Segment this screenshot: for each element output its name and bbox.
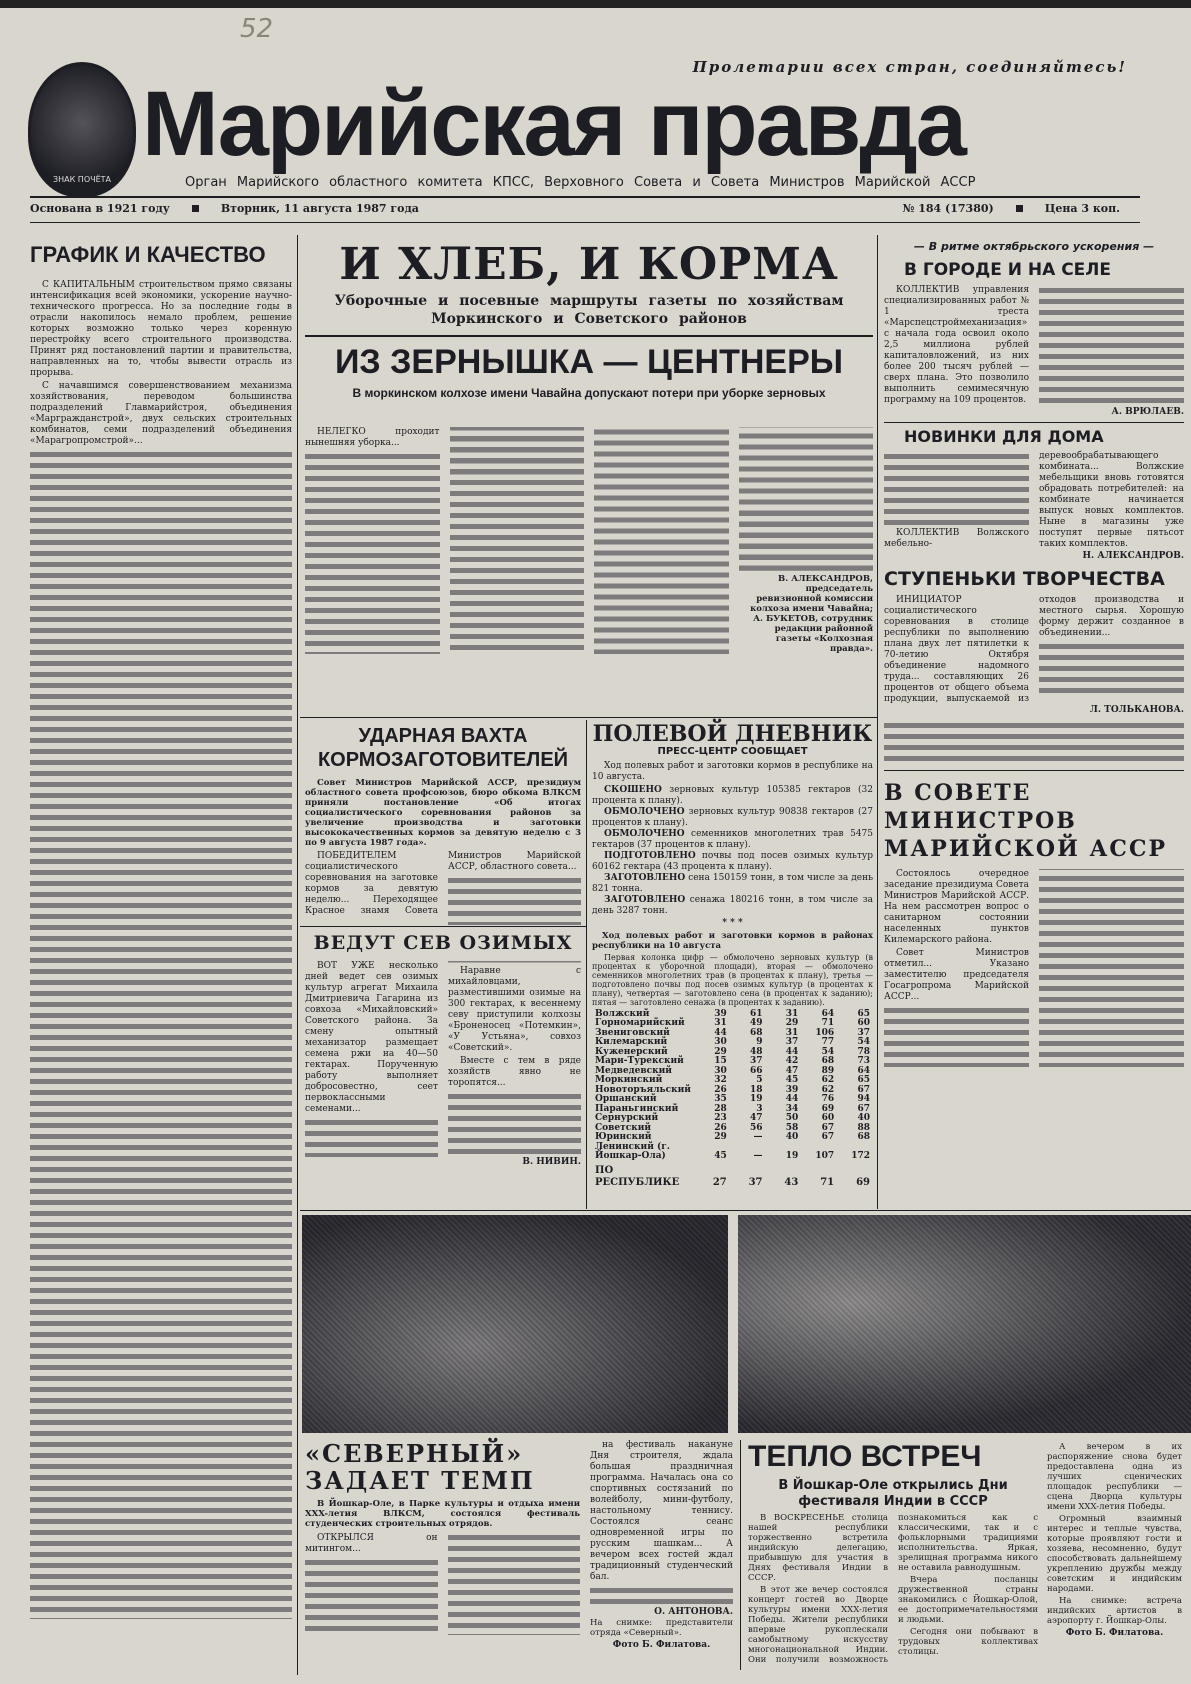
- paragraph: Вместе с тем в ряде хозяйств явно не торопятся...: [448, 1055, 581, 1088]
- lead: В Йошкар-Оле, в Парке культуры и отдыха имени XXX-летия ВЛКСМ, состоялся фестиваль студенческих строительных отрядов.: [305, 1499, 580, 1529]
- table-cell: 54: [821, 1046, 835, 1057]
- signature: Л. ТОЛЬКАНОВА.: [1089, 705, 1184, 715]
- table-cell: 3: [756, 1103, 763, 1114]
- intro: Ход полевых работ и заготовки кормов в республике на 10 августа.: [592, 761, 873, 782]
- paragraph: Сегодня они побывают в трудовых коллективах столицы.: [898, 1627, 1038, 1657]
- divider: [300, 926, 586, 927]
- table-cell: 5: [756, 1075, 763, 1085]
- table-cell: 48: [749, 1046, 763, 1057]
- table-cell: 32: [714, 1075, 727, 1085]
- subhead: В Йошкар-Оле открылись Дни фестиваля Индии в СССР: [778, 1478, 1008, 1509]
- article-headline: ИЗ ЗЕРНЫШКА — ЦЕНТНЕРЫ: [334, 342, 844, 381]
- table-cell: 67: [857, 1084, 870, 1095]
- scan-edge: [0, 0, 1191, 8]
- photo-indian-artists: [738, 1215, 1191, 1433]
- table-cell: 37: [785, 1037, 799, 1047]
- caption: На снимке: встреча индийских артистов в аэропорту г. Йошкар-Олы.: [1047, 1596, 1182, 1626]
- divider: [300, 717, 877, 718]
- table-cell: 37: [748, 1176, 763, 1188]
- signature: О. АНТОНОВА.: [654, 1607, 733, 1617]
- district-name: Новоторъяльский: [595, 1084, 691, 1095]
- district-name: Мари-Турекский: [595, 1056, 684, 1066]
- diary-item: ОБМОЛОЧЕНО зерновых культур 90838 гектаров (27 процентов к плану).: [592, 807, 873, 828]
- table-cell: 44: [785, 1094, 799, 1104]
- district-name: Моркинский: [595, 1075, 663, 1085]
- headline: ТЕПЛО ВСТРЕЧ: [748, 1440, 982, 1473]
- table-cell: 66: [749, 1065, 763, 1076]
- table-cell: 58: [785, 1122, 799, 1133]
- article-sev: [305, 931, 581, 1168]
- divider: [30, 196, 1140, 198]
- table-cell: 78: [857, 1046, 870, 1057]
- table-cell: 30: [714, 1037, 727, 1047]
- headline: В СОВЕТЕ МИНИСТРОВ МАРИЙСКОЙ АССР: [884, 780, 1167, 862]
- table-cell: 64: [821, 1008, 835, 1019]
- table-cell: 69: [856, 1176, 870, 1188]
- table-row: [592, 1143, 873, 1162]
- paragraph: Состоялось очередное заседание президиума Совета Министров Марийской АССР. На нем рассмотрен вопрос о санитарном состоянии населенных пунктов Килемарского района.: [884, 869, 1029, 945]
- paragraph: ОТКРЫЛСЯ он митингом...: [305, 1533, 438, 1554]
- signature: А. ВРЮЛАЕВ.: [1111, 407, 1184, 417]
- diary-item: ПОДГОТОВЛЕНО почвы под посев озимых культур 60162 гектара (43 процента к плану).: [592, 851, 873, 872]
- table-cell: 60: [821, 1113, 835, 1123]
- district-name: Ленинский (г. Йошкар-Ола): [595, 1141, 670, 1161]
- lead: Совет Министров Марийской АССР, президиум областного совета профсоюзов, бюро обкома ВЛКСМ приняли постановление «Об итогах социалистического соревнования районов за увеличение производства и заготовки высококачественных кормов за девятую неделю с 3 по 9 августа 1987 года».: [305, 778, 581, 848]
- headline: ГРАФИК И КАЧЕСТВО: [30, 242, 266, 267]
- body-text-lines: [30, 449, 292, 1619]
- paragraph: В этот же вечер состоялся концерт гостей во Дворце культуры имени XXX-летия Победы. Жители республики впервые рукоплескали самобытному искусству многонациональной Индии. Они получили возможность познакомиться как с классическими, так и с фольклорными традициями исполнительства. Яркая, зрелищная программа никого не оставила равнодушным.: [748, 1513, 1038, 1665]
- district-name: Советский: [595, 1122, 652, 1133]
- diary-item: ЗАГОТОВЛЕНО сена 150159 тонн, в том числе за день 821 тонна.: [592, 873, 873, 894]
- district-name: Волжский: [595, 1008, 650, 1019]
- table-cell: 47: [785, 1065, 799, 1076]
- headline: УДАРНАЯ ВАХТА КОРМОЗАГОТОВИТЕЛЕЙ: [317, 725, 569, 771]
- subtitle: Уборочные и посевные маршруты газеты по хозяйствам Моркинского и Советского районов: [334, 293, 844, 327]
- paragraph: Вчера посланцы дружественной страны знакомились с Йошкар-Олой, ее достопримечательностями и людьми.: [898, 1575, 1038, 1625]
- column-rule: [877, 235, 878, 1209]
- table-cell: —: [753, 1151, 763, 1161]
- price: Цена 3 коп.: [1044, 202, 1120, 215]
- district-name: Звениговский: [595, 1027, 670, 1038]
- paragraph: В ВОСКРЕСЕНЬЕ столица нашей республики торжественно встретила индийскую делегацию, прибывшую для участия в Днях фестиваля Индии в СССР.: [748, 1513, 888, 1583]
- table-cell: 62: [821, 1084, 835, 1095]
- table-cell: 26: [714, 1084, 727, 1095]
- paragraph: С КАПИТАЛЬНЫМ строительством прямо связаны интенсификация всей экономики, ускорение научно-технического прогресса. Но за последние годы в отрасли накопилось немало проблем, решение которых возможно только через коренную перестройку всего строительного производства. Принят ряд постановлений партии и правительства, направленных на то, чтобы вывести отрасль из прорыва.: [30, 280, 292, 378]
- table-cell: 68: [821, 1056, 835, 1066]
- paragraph: КОЛЛЕКТИВ Волжского мебельно-деревообрабатывающего комбината... Волжские мебельщики вновь готовятся обрадовать потребителей: на комбинате начинается выпуск новых комплектов. Ныне в магазины уже поступят первые пятьсот таких комплектов.: [884, 451, 1184, 549]
- article-zernyshka: [305, 427, 873, 654]
- paragraph: ИНИЦИАТОР социалистического соревнования в столице республики по выполнению плана двух лет пятилетки к 70-летию Октября объединение надомного труда... составляющих 26 процентов от общего объема продукции, выпускаемой из отходов производства и местного сырья. Хорошую форму держит созданное в объединении...: [884, 595, 1184, 704]
- table-cell: 62: [821, 1075, 835, 1085]
- table-cell: 69: [821, 1103, 835, 1114]
- signature: Н. АЛЕКСАНДРОВ.: [1082, 551, 1184, 561]
- caption: На снимке: представители отряда «Северный».: [590, 1618, 733, 1638]
- table-cell: 40: [857, 1113, 870, 1123]
- district-name: Килемарский: [595, 1037, 668, 1047]
- table-cell: 29: [785, 1018, 799, 1028]
- table-cell: 27: [712, 1176, 727, 1188]
- paragraph: ПОБЕДИТЕЛЕМ социалистического соревнования на заготовке кормов за девятую неделю... Переходящее Красное знамя Совета Министров Марийской АССР, областного совета...: [305, 851, 581, 916]
- table-cell: 44: [785, 1046, 799, 1057]
- table-cell: 106: [815, 1027, 835, 1038]
- article-india: [748, 1440, 1038, 1665]
- headline: ПОЛЕВОЙ ДНЕВНИК: [592, 721, 873, 747]
- table-cell: 67: [821, 1132, 835, 1142]
- column-rule: [297, 235, 298, 1675]
- district-name: Куженерский: [595, 1046, 668, 1057]
- district-name: Параньгинский: [595, 1103, 679, 1114]
- motto: Пролетарии всех стран, соединяйтесь!: [692, 58, 1127, 76]
- paragraph: ВОТ УЖЕ несколько дней ведет сев озимых культур агрегат Михаила Дмитриевича Гагарина из совхоза «Михайловский» Советского района. За смену опытный механизатор размещает семена ржи на 40—50 гектарах. Порученную работу выполняет добросовестно, сеет первоклассными семенами...: [305, 961, 438, 1114]
- photo-students-parade: [302, 1215, 728, 1433]
- paragraph: Наравне с михайловцами, разместившими озимые на 300 гектарах, к весеннему севу приступили колхозы «Броненосец «Потемкин», «У Устьяна», совхоз «Советский».: [448, 965, 581, 1053]
- divider: [30, 222, 1140, 223]
- headline: НОВИНКИ ДЛЯ ДОМА: [904, 427, 1104, 446]
- districts-table: [592, 1010, 873, 1189]
- district-name: Оршанский: [595, 1094, 657, 1104]
- headline: ВЕДУТ СЕВ ОЗИМЫХ: [313, 932, 573, 954]
- newspaper-title: Марийская правда: [142, 73, 965, 175]
- table-cell: 71: [821, 1018, 835, 1028]
- headline: «СЕВЕРНЫЙ» ЗАДАЕТ ТЕМП: [305, 1439, 535, 1495]
- table-cell: 39: [714, 1008, 727, 1019]
- district-name: Горномарийский: [595, 1018, 685, 1028]
- table-total-row: [592, 1162, 873, 1189]
- article-severny-cont: [590, 1440, 733, 1651]
- table-cell: 77: [821, 1037, 835, 1047]
- photo-credit: Фото Б. Филатова.: [1065, 1628, 1164, 1638]
- paragraph: Огромный взаимный интерес и теплые чувства, которые проявляют гости и хозяева, несомненно, будут способствовать дальнейшему укреплению дружбы между советским и индийским народами.: [1047, 1514, 1182, 1594]
- table-cell: 35: [714, 1094, 727, 1104]
- diary-item: СКОШЕНО зерновых культур 105385 гектаров (32 процента к плану).: [592, 785, 873, 806]
- order-emblem-icon: [28, 62, 136, 197]
- signature: В. НИВИН.: [522, 1156, 581, 1167]
- table-cell: 65: [857, 1075, 870, 1085]
- body-text-lines: [884, 720, 1184, 764]
- table-cell: 67: [821, 1122, 835, 1133]
- table-cell: 30: [714, 1065, 727, 1076]
- district-name: ПО РЕСПУБЛИКЕ: [595, 1164, 680, 1188]
- table-cell: 18: [749, 1084, 763, 1095]
- diary-item: ОБМОЛОЧЕНО семенников многолетних трав 5475 гектаров (37 процентов к плану).: [592, 829, 873, 850]
- table-cell: 61: [749, 1008, 763, 1019]
- table-cell: 28: [714, 1103, 727, 1114]
- table-cell: 39: [785, 1084, 799, 1095]
- kicker: — В ритме октябрьского ускорения —: [913, 240, 1155, 253]
- separator-stars: * * *: [722, 918, 743, 928]
- headline: СТУПЕНЬКИ ТВОРЧЕСТВА: [884, 568, 1165, 590]
- table-cell: 88: [857, 1122, 870, 1133]
- table-cell: 45: [785, 1075, 799, 1085]
- table-cell: 29: [714, 1046, 727, 1057]
- table-cell: 67: [857, 1103, 870, 1114]
- right-column: [884, 240, 1184, 1067]
- paragraph: КОЛЛЕКТИВ управления специализированных работ № 1 треста «Марспецстроймеханизация» с начала года освоил около 2,5 миллиона рублей капиталовложений, из них более 200 тысяч рублей — сверх плана. Это позволило выполнить семимесячную программу на 109 процентов.: [884, 285, 1029, 405]
- photo-credit: Фото Б. Филатова.: [612, 1640, 711, 1650]
- issue-date: Вторник, 11 августа 1987 года: [220, 202, 419, 215]
- table-cell: 19: [785, 1151, 799, 1161]
- table-cell: 107: [815, 1151, 835, 1161]
- diary-item: ЗАГОТОВЛЕНО сенажа 180216 тонн, в том числе за день 3287 тонн.: [592, 895, 873, 916]
- table-cell: 68: [857, 1132, 870, 1142]
- table-cell: 76: [821, 1094, 835, 1104]
- table-cell: 73: [857, 1056, 870, 1066]
- table-cell: 9: [756, 1037, 763, 1047]
- table-cell: 34: [785, 1103, 799, 1114]
- table-cell: 37: [857, 1027, 870, 1038]
- table-cell: 23: [714, 1113, 727, 1123]
- article-grafik: [30, 240, 292, 1619]
- table-cell: 29: [714, 1132, 727, 1142]
- table-cell: 172: [851, 1151, 870, 1161]
- table-title: Ход полевых работ и заготовки кормов в районах республики на 10 августа: [592, 930, 873, 951]
- table-cell: 47: [749, 1113, 763, 1123]
- table-cell: 31: [714, 1018, 727, 1028]
- headline: В ГОРОДЕ И НА СЕЛЕ: [904, 260, 1112, 280]
- table-cell: 31: [785, 1027, 799, 1038]
- article-india-cont: [1047, 1442, 1182, 1639]
- table-cell: 68: [749, 1027, 763, 1038]
- paragraph: А вечером в их распоряжение снова будет предоставлена одна из лучших сценических площадок республики — сцена Дворца культуры имени XXX-летия Победы.: [1047, 1442, 1182, 1512]
- article-severny: [305, 1440, 580, 1635]
- table-cell: 37: [749, 1056, 763, 1066]
- table-cell: 56: [749, 1122, 763, 1133]
- table-cell: 89: [821, 1065, 835, 1076]
- field-diary: [592, 722, 873, 1189]
- paragraph: НЕЛЕГКО проходит нынешняя уборка...: [305, 427, 440, 448]
- table-note: Первая колонка цифр — обмолочено зерновых культур (в процентах к уборочной площади), вторая — обмолочено семенников многолетних трав (в процентах к плану), третья — подготовлено почвы под посев озимых культур (в процентах к плану), четвертая — заготовлено сена (в процентах к заданию); пятая — заготовлено сенажа (в процентах к заданию).: [592, 952, 873, 1007]
- district-name: Медведевский: [595, 1065, 672, 1076]
- signature: В. АЛЕКСАНДРОВ, председатель ревизионной комиссии колхоза имени Чавайна; А. БУКЕТОВ, сотрудник редакции районной газеты «Колхозная правда».: [750, 573, 873, 654]
- table-cell: 94: [857, 1094, 870, 1104]
- table-cell: 43: [784, 1176, 799, 1188]
- organ-line: Орган Марийского областного комитета КПСС, Верховного Совета и Совета Министров Марийской АССР: [185, 175, 976, 190]
- table-cell: 50: [785, 1113, 799, 1123]
- subhead: ПРЕСС-ЦЕНТР СООБЩАЕТ: [657, 746, 808, 757]
- article-vakhta: [305, 724, 581, 925]
- founded: Основана в 1921 году: [30, 202, 170, 215]
- paragraph: Совет Министров отметил... Указано заместителю председателя Госагропрома Марийской АССР...: [884, 948, 1029, 1002]
- paragraph: на фестиваль накануне Дня строителя, ждала большая праздничная программа. Началась она со спортивных состязаний по волейболу, мини-футболу, настольному теннису. Состоялся сеанс одновременной игры по русским шашкам... А вечером всех гостей ждал традиционный студенческий бал.: [590, 1440, 733, 1582]
- table-cell: 15: [714, 1056, 727, 1066]
- table-cell: 45: [714, 1151, 727, 1161]
- article-subhead: В моркинском колхозе имени Чавайна допускают потери при уборке зерновых: [352, 385, 826, 400]
- column-rule: [740, 1440, 741, 1670]
- paragraph: С начавшимся совершенствованием механизма хозяйствования, переводом большинства подразделений Главмарийстроя, объединения «Маргражданстрой», двух сельских строительных комбинатов, семи подразделений объединения «Марагропромстрой»...: [30, 381, 292, 446]
- table-cell: 71: [820, 1176, 835, 1188]
- table-cell: 60: [857, 1018, 870, 1028]
- info-bar: [30, 202, 1140, 216]
- divider: [300, 1210, 1191, 1211]
- issue-number: № 184 (17380): [902, 202, 994, 215]
- table-cell: 40: [785, 1132, 799, 1142]
- table-cell: 64: [857, 1065, 870, 1076]
- column-rule: [586, 720, 587, 1209]
- section-harvest: [305, 240, 873, 401]
- district-name: Сернурский: [595, 1113, 659, 1123]
- table-cell: 49: [749, 1018, 763, 1028]
- table-cell: 26: [714, 1122, 727, 1133]
- table-cell: 65: [857, 1008, 870, 1019]
- emblem-text: ЗНАК ПОЧЁТА: [52, 175, 112, 184]
- table-cell: 44: [714, 1027, 727, 1038]
- headline: И ХЛЕБ, И КОРМА: [339, 239, 839, 290]
- table-cell: —: [753, 1132, 763, 1142]
- pencil-note: 52: [240, 14, 274, 44]
- district-name: Юринский: [595, 1132, 652, 1142]
- table-cell: 54: [857, 1037, 870, 1047]
- table-cell: 31: [785, 1008, 799, 1019]
- table-cell: 42: [785, 1056, 799, 1066]
- table-cell: 19: [749, 1094, 763, 1104]
